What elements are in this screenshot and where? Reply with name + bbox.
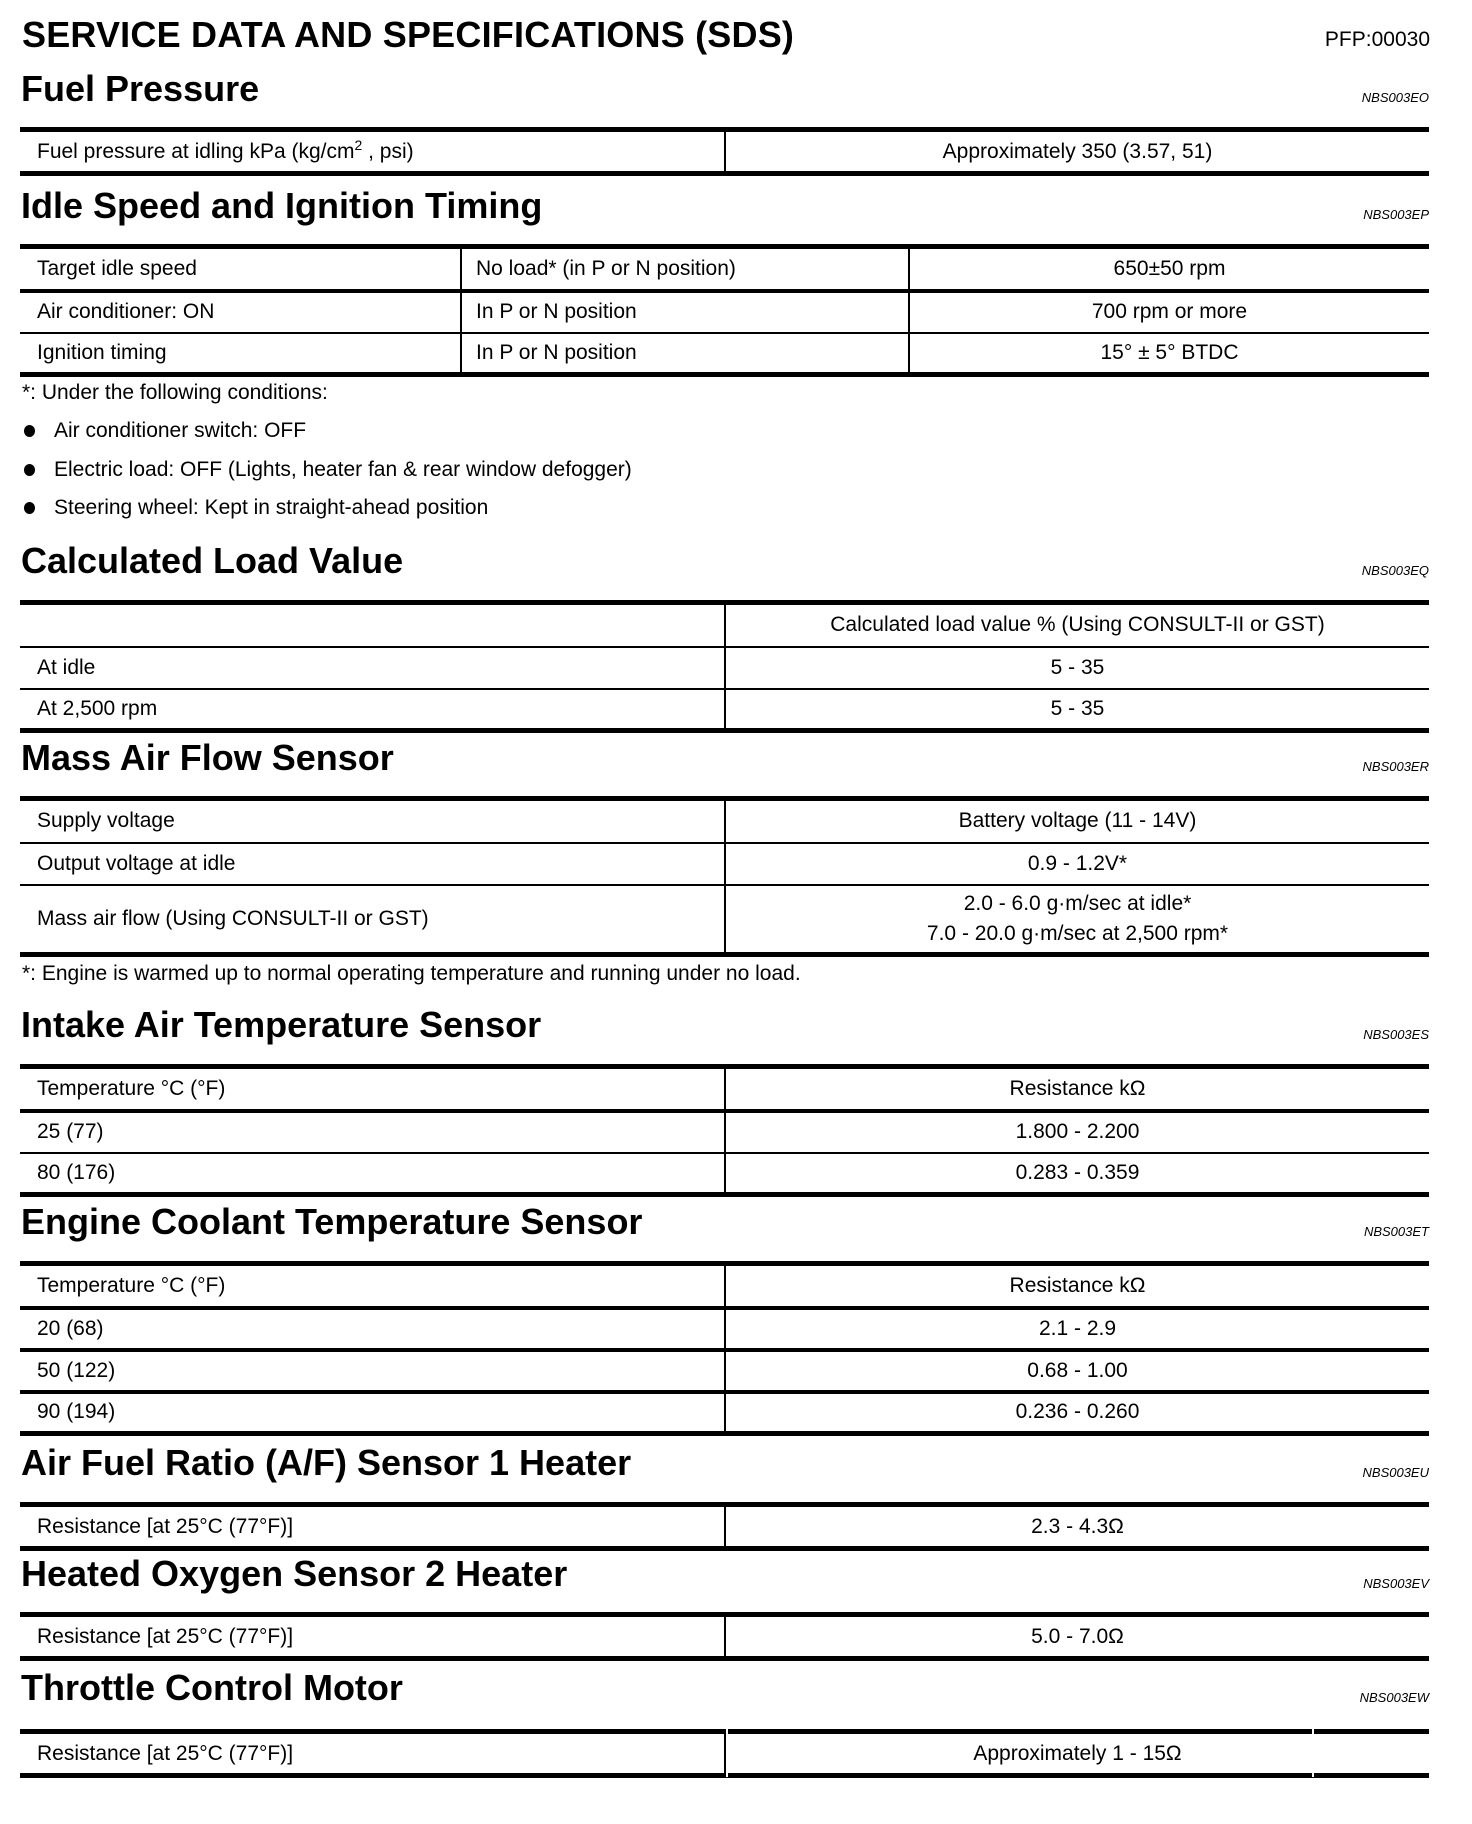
section-title-idle-speed: Idle Speed and Ignition Timing xyxy=(21,185,543,226)
table-row xyxy=(20,1392,1429,1434)
section-title-iat: Intake Air Temperature Sensor xyxy=(21,1004,542,1045)
bullet-item xyxy=(22,496,488,520)
item-cell: At idle xyxy=(20,647,725,689)
value-cell xyxy=(725,885,1429,955)
table-header-row xyxy=(20,603,1429,647)
table-row xyxy=(20,799,1429,843)
maf-footnote: *: Engine is warmed up to normal operating temperature and running under no load. xyxy=(22,962,801,985)
temp-cell: 50 (122) xyxy=(20,1350,725,1392)
rule-gap xyxy=(1312,1772,1314,1777)
item-cell: Ignition timing xyxy=(20,333,461,375)
pfp-code: PFP:00030 xyxy=(1324,28,1430,51)
bullet-item xyxy=(22,458,632,482)
header-cell: Temperature °C (°F) xyxy=(20,1067,725,1111)
section-code-throttle-motor: NBS003EW xyxy=(1359,1690,1429,1705)
section-code-ho2s-heater: NBS003EV xyxy=(1363,1576,1429,1591)
section-title-throttle-motor: Throttle Control Motor xyxy=(21,1667,403,1708)
item-cell: At 2,500 rpm xyxy=(20,689,725,731)
bullet-icon xyxy=(24,425,35,437)
item-cell: Output voltage at idle xyxy=(20,843,725,885)
iat-table xyxy=(20,1064,1429,1197)
item-cell: Supply voltage xyxy=(20,799,725,843)
table-row xyxy=(20,885,1429,955)
item-cell: Resistance [at 25°C (77°F)] xyxy=(20,1615,725,1659)
section-code-idle-speed: NBS003EP xyxy=(1363,207,1429,222)
section-code-fuel-pressure: NBS003EO xyxy=(1361,90,1429,105)
value-line: 7.0 - 20.0 g·m/sec at 2,500 rpm* xyxy=(926,921,1229,945)
table-row xyxy=(20,843,1429,885)
bullet-text: Steering wheel: Kept in straight-ahead position xyxy=(54,496,489,519)
calculated-load-table xyxy=(20,600,1429,733)
section-code-iat: NBS003ES xyxy=(1363,1027,1429,1042)
table-row xyxy=(20,247,1429,291)
temp-cell: 20 (68) xyxy=(20,1308,725,1350)
item-cell: Air conditioner: ON xyxy=(20,291,461,333)
table-row xyxy=(20,333,1429,375)
table-row xyxy=(20,291,1429,333)
header-cell: Resistance kΩ xyxy=(725,1264,1429,1308)
item-cell: Resistance [at 25°C (77°F)] xyxy=(20,1505,725,1549)
header-cell: Resistance kΩ xyxy=(725,1067,1429,1111)
label-tail: , psi) xyxy=(362,139,414,163)
section-code-maf: NBS003ER xyxy=(1362,759,1429,774)
table-row xyxy=(20,1615,1429,1659)
table-header-row xyxy=(20,1067,1429,1111)
item-cell: Resistance [at 25°C (77°F)] xyxy=(20,1732,725,1776)
table-row xyxy=(20,1308,1429,1350)
value-cell: 5 - 35 xyxy=(725,689,1429,731)
ect-table xyxy=(20,1261,1429,1436)
temp-cell: 80 (176) xyxy=(20,1153,725,1195)
value-cell: 700 rpm or more xyxy=(909,291,1429,333)
header-cell: Calculated load value % (Using CONSULT-II or GST) xyxy=(725,603,1429,647)
bullet-text: Air conditioner switch: OFF xyxy=(54,419,307,442)
bullet-item xyxy=(22,419,306,443)
section-title-af-heater: Air Fuel Ratio (A/F) Sensor 1 Heater xyxy=(21,1442,632,1483)
value-cell: 5 - 35 xyxy=(725,647,1429,689)
header-cell: Temperature °C (°F) xyxy=(20,1264,725,1308)
value-cell: 0.9 - 1.2V* xyxy=(725,843,1429,885)
table-row xyxy=(20,1505,1429,1549)
value-cell: Approximately 1 - 15Ω xyxy=(725,1732,1429,1776)
idle-footnote: *: Under the following conditions: xyxy=(22,381,328,404)
fuel-pressure-value: Approximately 350 (3.57, 51) xyxy=(725,130,1429,174)
bullet-text: Electric load: OFF (Lights, heater fan & rear window defogger) xyxy=(54,458,632,481)
table-row xyxy=(20,1153,1429,1195)
fuel-pressure-label xyxy=(20,130,725,174)
section-code-calculated-load: NBS003EQ xyxy=(1361,563,1429,578)
temp-cell: 25 (77) xyxy=(20,1111,725,1153)
section-title-fuel-pressure: Fuel Pressure xyxy=(21,68,260,109)
rule-gap xyxy=(1312,1729,1314,1734)
table-row xyxy=(20,130,1429,174)
fuel-pressure-table xyxy=(20,127,1429,176)
value-cell: Battery voltage (11 - 14V) xyxy=(725,799,1429,843)
af-heater-table xyxy=(20,1502,1429,1551)
bullet-icon xyxy=(24,502,35,514)
table-row xyxy=(20,1350,1429,1392)
table-header-row xyxy=(20,1264,1429,1308)
condition-cell: In P or N position xyxy=(461,291,909,333)
table-row xyxy=(20,647,1429,689)
resistance-cell: 0.283 - 0.359 xyxy=(725,1153,1429,1195)
section-code-af-heater: NBS003EU xyxy=(1362,1465,1429,1480)
temp-cell: 90 (194) xyxy=(20,1392,725,1434)
maf-table xyxy=(20,796,1429,957)
ho2s-heater-table xyxy=(20,1612,1429,1661)
section-title-ect: Engine Coolant Temperature Sensor xyxy=(21,1201,643,1242)
item-cell: Target idle speed xyxy=(20,247,461,291)
item-cell: Mass air flow (Using CONSULT-II or GST) xyxy=(20,885,725,955)
value-cell: 15° ± 5° BTDC xyxy=(909,333,1429,375)
table-row xyxy=(20,689,1429,731)
condition-cell: No load* (in P or N position) xyxy=(461,247,909,291)
table-row xyxy=(20,1111,1429,1153)
page-title: SERVICE DATA AND SPECIFICATIONS (SDS) xyxy=(22,14,795,55)
section-title-ho2s-heater: Heated Oxygen Sensor 2 Heater xyxy=(21,1553,568,1594)
section-title-calculated-load: Calculated Load Value xyxy=(21,540,404,581)
value-cell: 5.0 - 7.0Ω xyxy=(725,1615,1429,1659)
header-cell xyxy=(20,603,725,647)
superscript: 2 xyxy=(354,136,363,153)
idle-speed-table xyxy=(20,244,1429,377)
resistance-cell: 1.800 - 2.200 xyxy=(725,1111,1429,1153)
section-code-ect: NBS003ET xyxy=(1363,1224,1429,1239)
throttle-motor-table xyxy=(20,1729,1429,1778)
rule-gap xyxy=(726,1729,728,1734)
resistance-cell: 0.68 - 1.00 xyxy=(725,1350,1429,1392)
value-cell: 2.3 - 4.3Ω xyxy=(725,1505,1429,1549)
rule-gap xyxy=(726,1772,728,1777)
table-row xyxy=(20,1732,1429,1776)
value-cell: 650±50 rpm xyxy=(909,247,1429,291)
condition-cell: In P or N position xyxy=(461,333,909,375)
value-line: 2.0 - 6.0 g·m/sec at idle* xyxy=(963,891,1192,915)
resistance-cell: 2.1 - 2.9 xyxy=(725,1308,1429,1350)
section-title-maf: Mass Air Flow Sensor xyxy=(21,737,394,778)
resistance-cell: 0.236 - 0.260 xyxy=(725,1392,1429,1434)
label-text: Fuel pressure at idling kPa (kg/cm xyxy=(37,139,355,163)
bullet-icon xyxy=(24,464,35,476)
